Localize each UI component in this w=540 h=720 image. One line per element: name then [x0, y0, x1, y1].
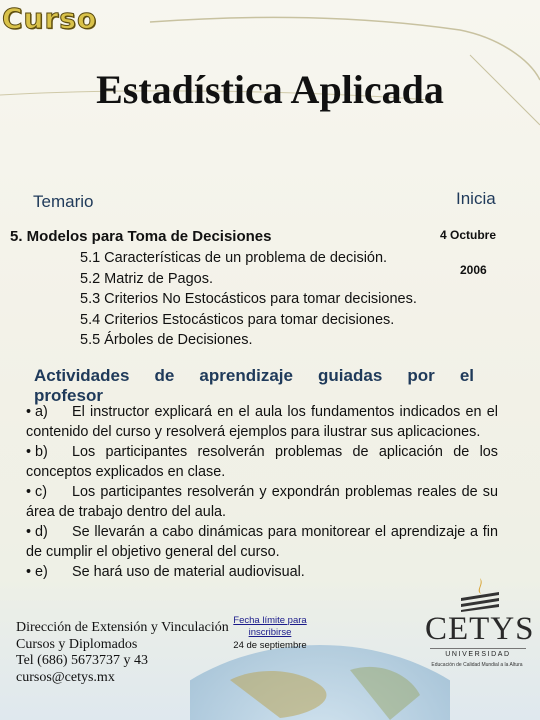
- activity-label: • b): [26, 444, 48, 460]
- temario-label: Temario: [33, 192, 94, 211]
- topic-item: 5.5 Árboles de Decisiones.: [80, 332, 253, 348]
- contact-email[interactable]: cursos@cetys.mx: [16, 669, 115, 685]
- activity-label: • c): [26, 484, 48, 500]
- deadline-link-line[interactable]: Fecha límite para: [233, 615, 307, 626]
- contact-line: Cursos y Diplomados: [16, 636, 138, 652]
- activities-list: [26, 402, 498, 582]
- activity-text: Se llevarán a cabo dinámicas para monitorear el aprendizaje a fin de cumplir el objetivo general del curso.: [26, 524, 498, 560]
- globe-image: [190, 640, 450, 720]
- topic-item: 5.4 Criterios Estocásticos para tomar decisiones.: [80, 311, 395, 328]
- activity-item: [26, 562, 498, 582]
- activities-heading-line: Actividades de aprendizaje guiadas por el: [34, 366, 474, 385]
- topic-item: 5.1 Características de un problema de decisión.: [80, 250, 388, 266]
- activity-label: • e): [26, 564, 48, 580]
- activity-item: [26, 442, 498, 482]
- activity-text: Los participantes resolverán problemas de aplicación de los conceptos explicados en clase.: [26, 444, 498, 480]
- torch-logo-icon: [455, 576, 505, 612]
- activity-item: [26, 522, 498, 562]
- registration-deadline-date: 24 de septiembre: [233, 640, 307, 651]
- activity-item: [26, 482, 498, 522]
- topic-list: [80, 248, 417, 351]
- deadline-link-line[interactable]: inscribirse: [248, 627, 292, 638]
- topic-item: 5.3 Criterios No Estocásticos para tomar decisiones.: [80, 291, 417, 307]
- contact-line: Dirección de Extensión y Vinculación: [16, 620, 229, 635]
- activity-label: • a): [26, 404, 48, 420]
- activities-heading: [34, 366, 474, 406]
- activity-item: [26, 402, 498, 442]
- activity-text: Se hará uso de material audiovisual.: [72, 564, 305, 580]
- topic-item: 5.2 Matriz de Pagos.: [80, 270, 213, 287]
- page-title: Estadística Aplicada: [96, 67, 444, 112]
- cetys-logo-tagline: Educación de Calidad Mundial a la Altura: [431, 662, 523, 668]
- start-year: 2006: [460, 263, 487, 277]
- contact-line: Tel (686) 5673737 y 43: [16, 653, 149, 668]
- registration-deadline-link[interactable]: [226, 615, 314, 639]
- activities-heading-line: profesor: [34, 386, 103, 405]
- activity-text: El instructor explicará en el aula los fundamentos indicados en el contenido del curso y resolverá ejemplos para ilustrar sus aplicaciones.: [26, 404, 498, 440]
- course-label: Curso: [2, 2, 98, 35]
- activity-label: • d): [26, 524, 48, 540]
- start-date: 4 Octubre: [440, 228, 497, 242]
- cetys-logo-text: CETYS: [425, 611, 535, 647]
- inicia-label: Inicia: [456, 189, 496, 208]
- contact-block: [16, 620, 229, 686]
- cetys-logo-subtitle: UNIVERSIDAD: [430, 648, 526, 658]
- module-heading: 5. Modelos para Toma de Decisiones: [10, 228, 272, 245]
- activity-text: Los participantes resolverán y expondrán problemas reales de su área de trabajo dentro del aula.: [26, 484, 498, 520]
